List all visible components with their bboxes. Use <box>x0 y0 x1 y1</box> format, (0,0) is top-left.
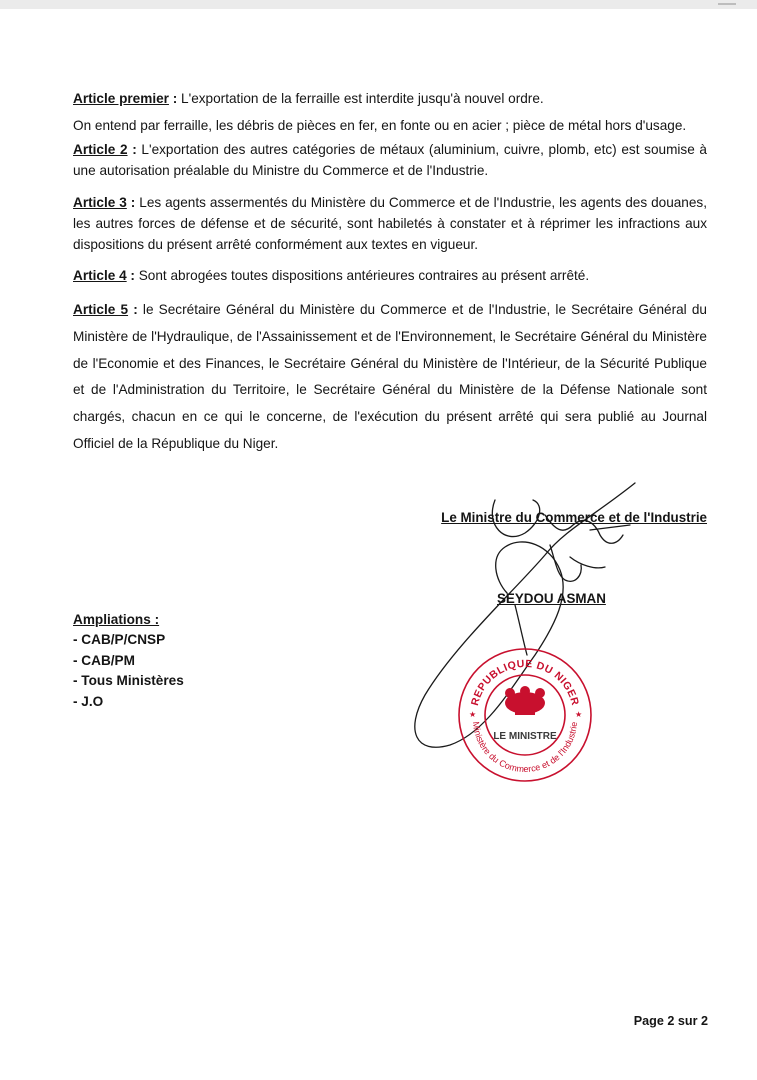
list-item: - Tous Ministères <box>73 673 184 688</box>
ampliations-title: Ampliations : <box>73 612 160 627</box>
list-item: - CAB/P/CNSP <box>73 632 166 647</box>
signatory-name: SEYDOU ASMAN <box>497 591 606 606</box>
article-text: Sont abrogées toutes dispositions antérieures contraires au présent arrêté. <box>134 268 590 283</box>
article-label: Article premier <box>73 91 169 106</box>
ferraille-definition <box>73 115 707 136</box>
article-4: Article 4 : Sont abrogées toutes dispositions antérieures contraires au présent arrêté. <box>73 268 590 283</box>
top-bar <box>0 0 757 9</box>
article-label: Article 2 <box>73 142 128 157</box>
ampliations <box>73 612 184 712</box>
article-text: Les agents assermentés du Ministère du Commerce et de l'Industrie, les agents des douanes, les autres forces de défense et de sécurité, sont habiletés à constater et à réprimer les infractions aux dispositions du présent arrêté conformément aux textes en vigueur. <box>73 195 708 252</box>
page-number: Page 2 sur 2 <box>633 1014 708 1028</box>
article-premier: Article premier : L'exportation de la ferraille est interdite jusqu'à nouvel ordre. <box>73 91 544 106</box>
stamp-star-left-icon: ★ <box>469 710 477 719</box>
official-stamp <box>455 645 595 785</box>
article-label: Article 4 <box>73 268 127 283</box>
article-5: Article 5 : le Secrétaire Général du Ministère du Commerce et de l'Industrie, le Secrétaire Général du Ministère de l'Hydraulique, de l'Assainissement et de l'Environnement, le Secrétaire Général du Ministère de l'Economie et des Finances, le Secrétaire Général du Ministère de l'Intérieur, de la Sécurité Publique et de l'Administration du Territoire, le Secrétaire Général du Ministère de la Défense Nationale sont chargés, chacun en ce qui le concerne, de l'exécution du présent arrêté qui sera publié au Journal Officiel de la République du Niger. <box>73 302 707 451</box>
article-3: Article 3 : Les agents assermentés du Ministère du Commerce et de l'Industrie, les agents des douanes, les autres forces de défense et de sécurité, sont habiletés à constater et à réprimer les infractions aux dispositions du présent arrêté conformément aux textes en vigueur. <box>73 195 708 252</box>
list-item: - CAB/PM <box>73 652 135 668</box>
stamp-emblem-icon <box>505 686 545 715</box>
article-label: Article 5 <box>73 302 129 317</box>
article-text: L'exportation de la ferraille est interdite jusqu'à nouvel ordre. <box>177 91 544 106</box>
stamp-star-right-icon: ★ <box>575 710 583 719</box>
article-text: On entend par ferraille, les débris de pièces en fer, en fonte ou en acier ; pièce de métal hors d'usage. <box>73 118 687 133</box>
stamp-top-text: REPUBLIQUE DU NIGER <box>468 657 582 707</box>
article-2: Article 2 : L'exportation des autres catégories de métaux (aluminium, cuivre, plomb, etc) est soumise à une autorisation préalable du Ministre du Commerce et de l'Industrie. <box>73 142 707 178</box>
top-bar-mark <box>718 3 736 5</box>
article-text: le Secrétaire Général du Ministère du Commerce et de l'Industrie, le Secrétaire Général du Ministère de l'Hydraulique, de l'Assainissement et de l'Environnement, le Secrétaire Général du Ministère de l'Economie et des Finances, le Secrétaire Général du Ministère de l'Intérieur, de la Sécurité Publique et de l'Administration du Territoire, le Secrétaire Général du Ministère de la Défense Nationale sont chargés, chacun en ce qui le concerne, de l'exécution du présent arrêté qui sera publié au Journal Officiel de la République du Niger. <box>73 302 707 451</box>
list-item: - J.O <box>73 693 104 709</box>
article-label: Article 3 <box>73 195 127 210</box>
document-body <box>73 88 707 458</box>
ampliations-list <box>73 630 184 712</box>
signatory-title: Le Ministre du Commerce et de l'Industrie <box>441 510 707 525</box>
stamp-center-text: LE MINISTRE <box>493 731 557 742</box>
article-text: L'exportation des autres catégories de métaux (aluminium, cuivre, plomb, etc) est soumise à une autorisation préalable du Ministre du Commerce et de l'Industrie. <box>73 142 707 178</box>
stamp-bottom-text: Ministère du Commerce et de l'Industrie <box>470 721 580 775</box>
